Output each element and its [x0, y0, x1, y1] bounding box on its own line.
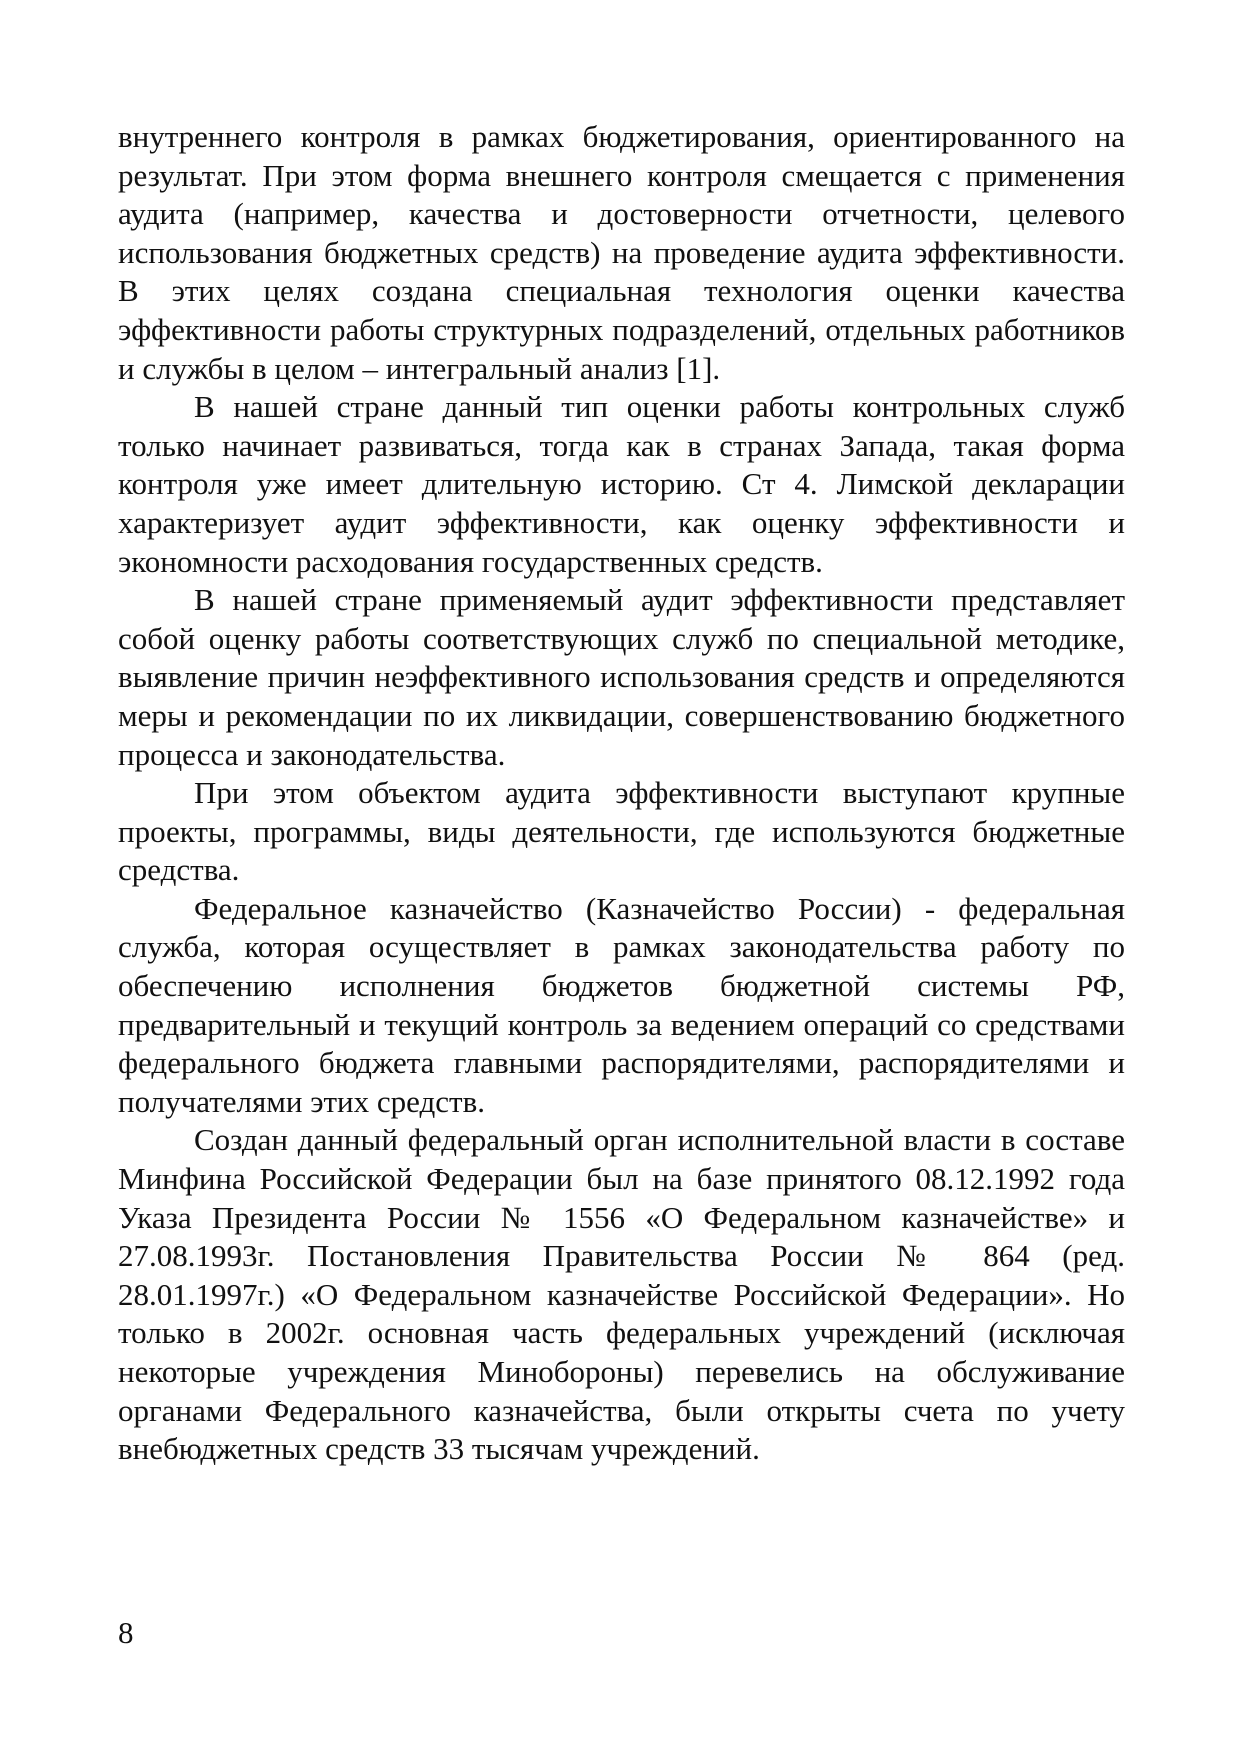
paragraph-performance-audit-russia: В нашей стране применяемый аудит эффективности представляет собой оценку работы соответствующих служб по специальной методике, выявление причин неэффективного использования средств и определяются меры и рекомендации по их ликвидации, совершенствованию бюджетного процесса и законодательства. — [118, 582, 1125, 772]
body-text — [118, 118, 1125, 1469]
paragraph-performance-audit-west: В нашей стране данный тип оценки работы контрольных служб только начинает развиваться, тогда как в странах Запада, такая форма контроля уже имеет длительную историю. Ст 4. Лимской декларации характеризует аудит эффективности, как оценку эффективности и экономности расходования государственных средств. — [118, 389, 1125, 579]
paragraph-continuation: внутреннего контроля в рамках бюджетирования, ориентированного на результат. При этом форма внешнего контроля смещается с применения аудита (например, качества и достоверности отчетности, целевого использования бюджетных средств) на проведение аудита эффективности. В этих целях создана специальная технология оценки качества эффективности работы структурных подразделений, отдельных работников и службы в целом – интегральный анализ [1]. — [118, 119, 1125, 386]
paragraph-treasury-history: Создан данный федеральный орган исполнительной власти в составе Минфина Российской Федерации был на базе принятого 08.12.1992 года Указа Президента России № 1556 «О Федеральном казначействе» и 27.08.1993г. Постановления Правительства России № 864 (ред. 28.01.1997г.) «О Федеральном казначействе Российской Федерации». Но только в 2002г. основная часть федеральных учреждений (исключая некоторые учреждения Минобороны) перевелись на обслуживание органами Федерального казначейства, были открыты счета по учету внебюджетных средств 33 тысячам учреждений. — [118, 1122, 1125, 1467]
paragraph-federal-treasury: Федеральное казначейство (Казначейство России) - федеральная служба, которая осуществляет в рамках законодательства работу по обеспечению исполнения бюджетов бюджетной системы РФ, предварительный и текущий контроль за ведением операций со средствами федерального бюджета главными распорядителями, распорядителями и получателями этих средств. — [118, 890, 1125, 1119]
paragraph-audit-object: При этом объектом аудита эффективности выступают крупные проекты, программы, виды деятельности, где используются бюджетные средства. — [118, 775, 1125, 888]
page-number: 8 — [118, 1615, 134, 1650]
